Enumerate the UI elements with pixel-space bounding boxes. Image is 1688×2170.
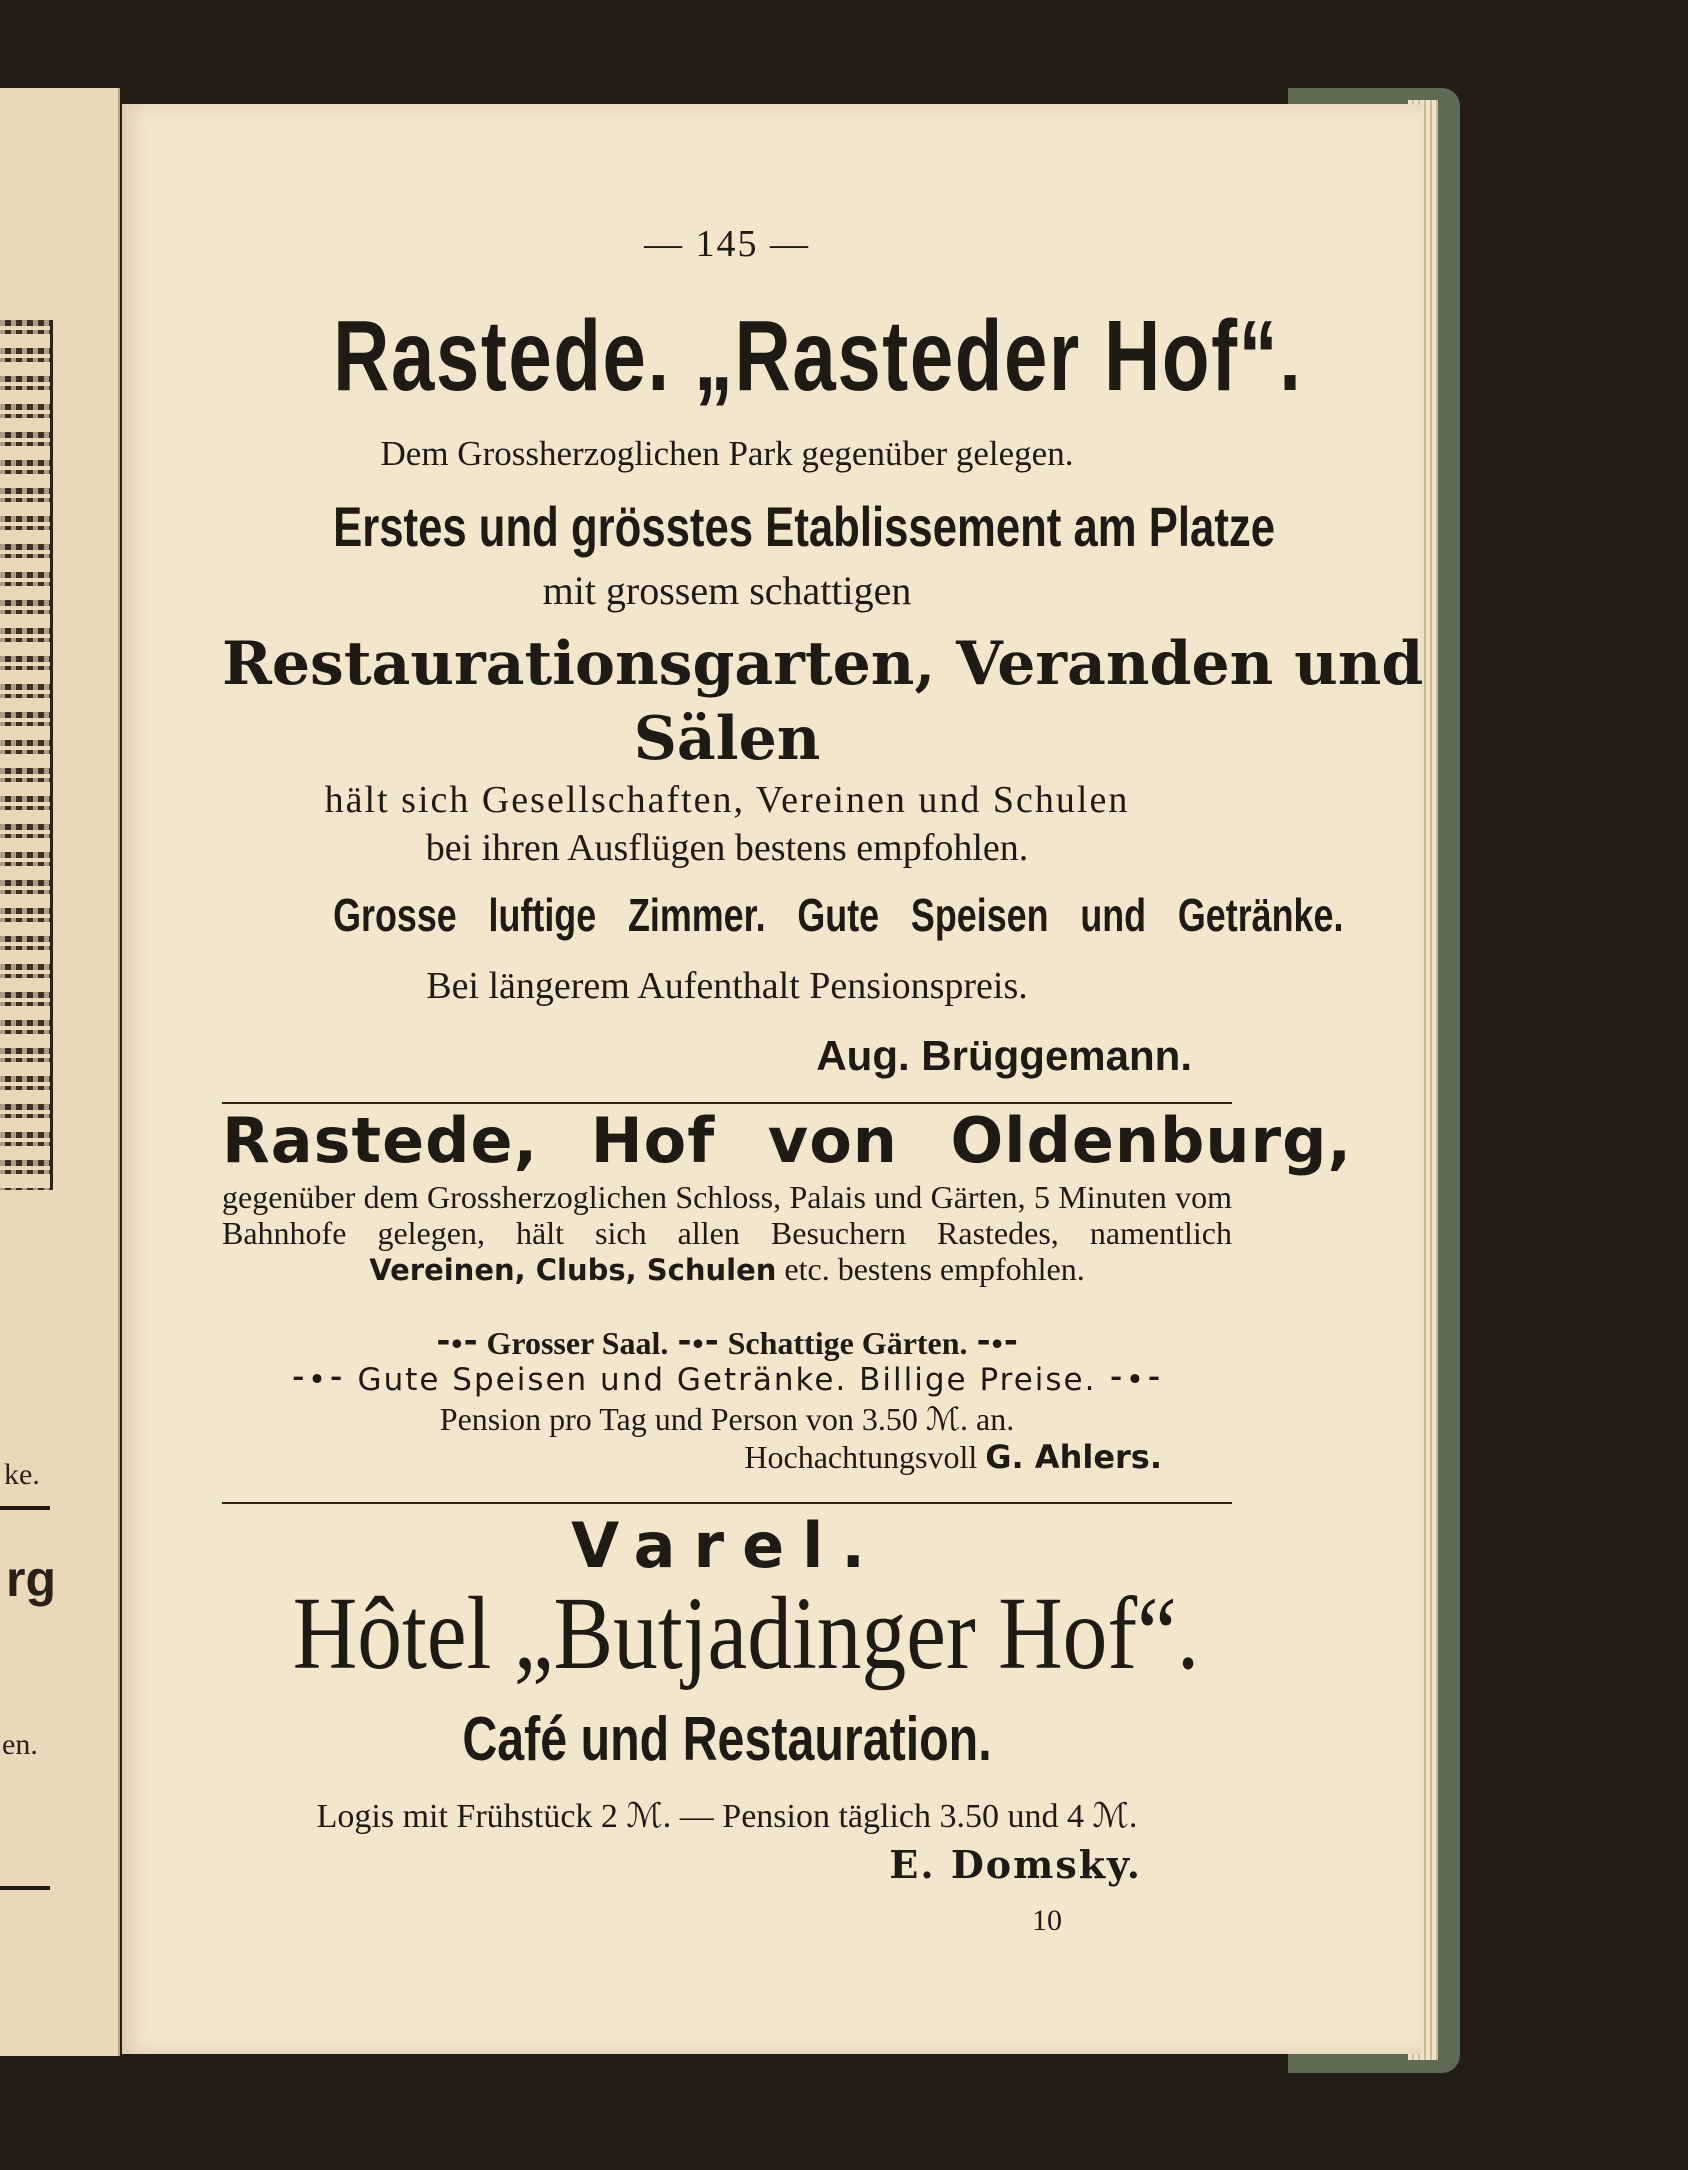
ad2-signoff	[222, 1438, 1232, 1476]
ad3-hotel: Hôtel „Butjadinger Hof“.	[292, 1576, 1200, 1691]
left-page-fragment: ke.	[4, 1458, 40, 1491]
ad3-owner: E. Domsky.	[889, 1842, 1142, 1887]
ad1-claim: Erstes und grösstes Etablissement am Platze	[333, 495, 1275, 558]
ad3-prices: Logis mit Frühstück 2 ℳ. — Pension täglich 3.50 und 4 ℳ.	[316, 1798, 1138, 1835]
signature-mark: 10	[1032, 1904, 1062, 1937]
left-page-fragment: en.	[2, 1728, 38, 1761]
ad1-features-line1: Restaurationsgarten, Veranden und	[222, 629, 1424, 699]
ad2-owner: G. Ahlers.	[985, 1438, 1162, 1476]
ad1-features-line2: Sälen	[633, 704, 821, 774]
ad1-location: Dem Grossherzoglichen Park gegenüber gelegen.	[380, 434, 1074, 473]
ad1-owner: Aug. Brüggemann.	[816, 1032, 1192, 1079]
ad2-text-bold: Vereinen, Clubs, Schulen	[369, 1253, 777, 1287]
ad1-rooms: Grosse luftige Zimmer. Gute Speisen und Getränke.	[333, 889, 1344, 941]
ad3-subtitle: Café und Restauration.	[462, 1705, 992, 1774]
ad2-description	[222, 1179, 1232, 1288]
ad2-text-part1: gegenüber dem Grossherzoglichen Schloss, Palais und Gärten, 5 Minuten vom Bahnhofe gelegen, hält sich allen Besuchern Rastedes, namentlich	[222, 1179, 1232, 1251]
left-page-fragment: rg	[6, 1551, 56, 1607]
ad2-text-part2: etc. bestens empfohlen.	[776, 1251, 1085, 1287]
ad2-price: Pension pro Tag und Person von 3.50 ℳ. an.	[439, 1401, 1015, 1437]
ad1-with: mit grossem schattigen	[542, 568, 912, 613]
ad1-headline: Rastede. „Rasteder Hof“.	[333, 300, 1303, 412]
ad3-town: Varel.	[571, 1509, 883, 1582]
ad1-recommend-line1: hält sich Gesellschaften, Vereinen und Schulen	[324, 779, 1130, 821]
ad1-pension: Bei längerem Aufenthalt Pensionspreis.	[426, 965, 1028, 1007]
ad1-recommend-line2: bei ihren Ausflügen bestens empfohlen.	[425, 827, 1029, 869]
ad2-features: ⁃•⁃ Grosser Saal. ⁃•⁃ Schattige Gärten. ⁃•⁃	[435, 1325, 1019, 1361]
page-number: — 145 —	[644, 223, 810, 265]
ad2-headline: Rastede, Hof von Oldenburg,	[222, 1104, 1353, 1177]
page-content	[222, 104, 1424, 2054]
divider	[222, 1502, 1232, 1504]
book-page	[122, 104, 1422, 2054]
ad2-food: ⁃•⁃ Gute Speisen und Getränke. Billige Preise. ⁃•⁃	[290, 1362, 1164, 1398]
divider	[0, 1506, 50, 1510]
ad2-greeting: Hochachtungsvoll	[744, 1439, 986, 1475]
ornament-border	[0, 320, 53, 1190]
left-page	[0, 88, 120, 2056]
divider	[0, 1886, 50, 1890]
